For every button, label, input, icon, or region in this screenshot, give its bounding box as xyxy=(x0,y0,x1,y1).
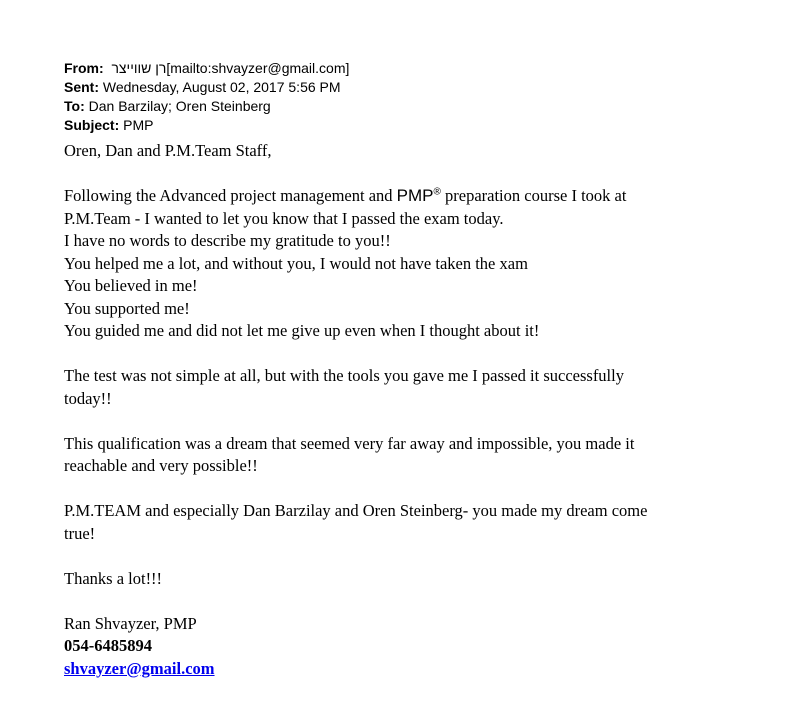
p1-text-after: preparation course I took at xyxy=(440,186,627,205)
from-label: From: xyxy=(64,60,104,76)
subject-row xyxy=(64,116,349,135)
subject-label: Subject: xyxy=(64,117,120,133)
email-body xyxy=(64,140,784,680)
from-name: רן שווייצר xyxy=(111,60,167,76)
thanks-line: Thanks a lot!!! xyxy=(64,568,163,588)
to-row xyxy=(64,97,349,116)
to-value: Dan Barzilay; Oren Steinberg xyxy=(88,98,271,114)
paragraph-1-line-1 xyxy=(64,185,784,208)
p1-text-before: Following the Advanced project management and xyxy=(64,186,397,205)
sent-value: Wednesday, August 02, 2017 5:56 PM xyxy=(102,79,341,95)
from-row xyxy=(64,59,349,78)
greeting: Oren, Dan and P.M.Team Staff, xyxy=(64,141,272,160)
body-line: You helped me a lot, and without you, I would not have taken the xam xyxy=(64,253,528,273)
paragraph-3-line-1: This qualification was a dream that seemed very far away and impossible, you made it xyxy=(64,433,635,453)
pmp-term: PMP xyxy=(396,186,434,205)
paragraph-4-line-2: true! xyxy=(64,523,96,543)
signature-name: Ran Shvayzer, PMP xyxy=(64,613,197,633)
signature-email-link[interactable]: shvayzer@gmail.com xyxy=(64,658,215,678)
body-line: You guided me and did not let me give up even when I thought about it! xyxy=(64,321,540,340)
body-line: You believed in me! xyxy=(64,276,198,295)
subject-value: PMP xyxy=(123,117,154,133)
paragraph-3-line-2: reachable and very possible!! xyxy=(64,456,258,475)
to-label: To: xyxy=(64,98,85,114)
email-header xyxy=(64,59,349,135)
paragraph-2-line-1: The test was not simple at all, but with the tools you gave me I passed it successfully xyxy=(64,366,624,385)
sent-row xyxy=(64,78,349,97)
paragraph-1-line-2: P.M.Team - I wanted to let you know that I passed the exam today. xyxy=(64,208,504,228)
from-mailto: [mailto:shvayzer@gmail.com] xyxy=(166,60,350,76)
body-line: I have no words to describe my gratitude to you!! xyxy=(64,231,391,250)
sent-label: Sent: xyxy=(64,79,99,95)
paragraph-2-line-2: today!! xyxy=(64,388,112,408)
body-line: You supported me! xyxy=(64,298,190,318)
registered-mark: ® xyxy=(433,186,441,198)
paragraph-4-line-1: P.M.TEAM and especially Dan Barzilay and Oren Steinberg- you made my dream come xyxy=(64,501,648,520)
signature-phone: 054-6485894 xyxy=(64,636,152,655)
